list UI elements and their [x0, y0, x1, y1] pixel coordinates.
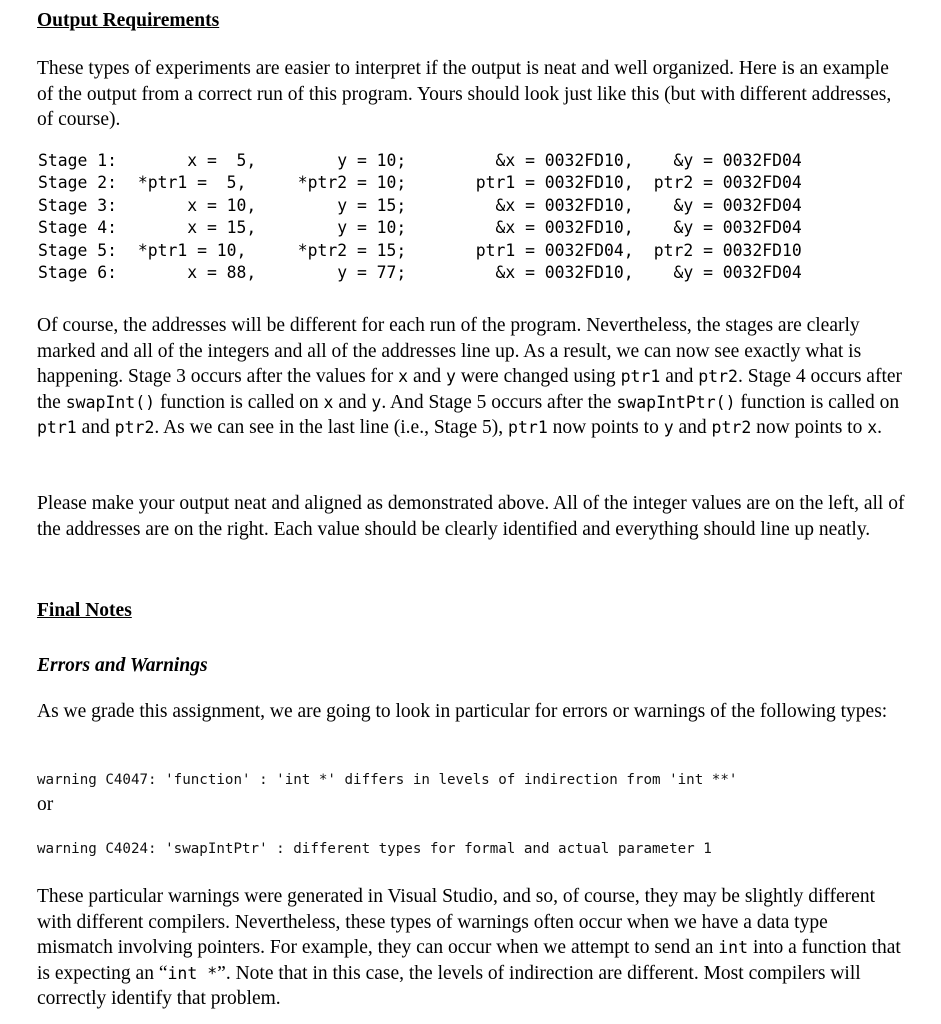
text: . And Stage 5 occurs after the: [381, 391, 617, 413]
text: were changed using: [455, 366, 621, 387]
code-swapintptr: swapIntPtr(): [616, 392, 736, 412]
output-cell-c3: &x = 0032FD10,: [456, 263, 634, 283]
output-cell-stage: Stage 4:: [38, 218, 117, 238]
output-requirements-heading: Output Requirements: [37, 10, 220, 31]
output-cell-c2: *ptr2 = 15;: [278, 240, 407, 260]
output-cell-c4: &y = 0032FD04: [634, 151, 802, 170]
output-row: [38, 150, 844, 172]
code-int-pointer: int *: [167, 963, 218, 983]
output-cell-c4: ptr2 = 0032FD10: [634, 240, 802, 260]
text: now points to: [547, 417, 664, 438]
code-x: x: [323, 392, 334, 412]
output-cell-c4: &y = 0032FD04: [634, 218, 802, 238]
output-row: [38, 262, 844, 284]
output-cell-c3: &x = 0032FD10,: [456, 218, 634, 238]
output-cell-c1: x = 10,: [128, 195, 257, 215]
output-cell-c3: ptr1 = 0032FD10,: [456, 173, 634, 193]
text: and: [76, 417, 115, 438]
text: . Stage 4 occurs after the: [37, 366, 903, 413]
output-cell-c4: &y = 0032FD04: [634, 195, 802, 215]
code-ptr1: ptr1: [37, 418, 77, 437]
code-y: y: [663, 418, 674, 437]
output-cell-c2: *ptr2 = 10;: [278, 173, 407, 193]
output-cell-stage: Stage 3:: [38, 195, 117, 215]
output-cell-stage: Stage 2:: [38, 173, 117, 193]
text: .: [877, 417, 883, 438]
text: function is called on: [155, 391, 324, 413]
output-cell-c3: &x = 0032FD10,: [456, 151, 634, 170]
errors-warnings-subheading: Errors and Warnings: [37, 655, 208, 676]
output-cell-c4: ptr2 = 0032FD04: [634, 173, 802, 193]
output-cell-stage: Stage 6:: [38, 263, 117, 283]
text: . As we can see in the last line (i.e., Stage 5),: [154, 417, 509, 438]
output-cell-c4: &y = 0032FD04: [634, 263, 802, 283]
output-cell-c1: *ptr1 = 5,: [128, 173, 247, 193]
text: ”. Note that in this case, the levels of indirection are different. Most compilers will correctly identify that problem.: [37, 962, 861, 1009]
code-ptr1: ptr1: [508, 418, 548, 437]
code-ptr2: ptr2: [114, 418, 155, 437]
code-y: y: [371, 392, 382, 412]
output-cell-c2: y = 10;: [278, 218, 407, 238]
or-text: or: [37, 794, 54, 815]
text: Of course, the addresses will be different for each run of the program. Nevertheless, the stages are clearly marked and all of the integers and all of the addresses line up. As a result, we can now see exactly what is happening. Stage 3 occurs after the values for: [37, 315, 862, 387]
output-cell-c1: x = 5,: [128, 151, 257, 170]
text: and: [660, 366, 699, 387]
warning-c4024-line: warning C4024: 'swapIntPtr' : different types for formal and actual parameter 1: [37, 841, 712, 857]
code-x: x: [867, 418, 878, 437]
text: and: [673, 417, 712, 438]
text: and: [408, 366, 447, 387]
text: now points to: [751, 417, 868, 438]
output-cell-c1: x = 88,: [128, 263, 257, 283]
text: These particular warnings were generated in Visual Studio, and so, of course, they may be slightly different with different compilers. Nevertheless, these types of warnings often occur when we have a data type mismatch involving pointers. For example, they can occur when we attempt to send an: [37, 886, 875, 958]
output-row: [38, 172, 844, 194]
output-cell-c2: y = 15;: [278, 195, 407, 215]
output-row: [38, 240, 844, 262]
code-ptr2: ptr2: [698, 367, 738, 386]
output-cell-stage: Stage 5:: [38, 240, 117, 260]
grading-intro-paragraph: As we grade this assignment, we are going to look in particular for errors or warnings of the following types:: [37, 701, 888, 722]
output-row: [38, 217, 844, 239]
text: into a function that is expecting an “: [37, 937, 901, 984]
output-cell-c1: x = 15,: [128, 218, 257, 238]
code-y: y: [446, 367, 456, 386]
code-ptr2: ptr2: [711, 418, 752, 437]
code-swapint: swapInt(): [65, 392, 156, 412]
output-cell-c2: y = 10;: [278, 151, 407, 170]
warning-c4047-line: warning C4047: 'function' : 'int *' differs in levels of indirection from 'int **': [37, 772, 738, 788]
code-x: x: [398, 367, 409, 386]
output-cell-stage: Stage 1:: [38, 151, 117, 170]
text: and: [333, 391, 372, 413]
code-ptr1: ptr1: [620, 367, 661, 386]
text: function is called on: [735, 391, 900, 413]
output-cell-c3: &x = 0032FD10,: [456, 195, 634, 215]
sample-output-block: [38, 150, 844, 284]
output-intro-paragraph: These types of experiments are easier to interpret if the output is neat and well organized. Here is an example of the output from a correct run of this program. Yours should look just like this (but with different addresses, of course).: [37, 58, 892, 130]
output-cell-c2: y = 77;: [278, 263, 407, 283]
final-notes-heading: Final Notes: [37, 600, 132, 621]
output-cell-c1: *ptr1 = 10,: [128, 240, 247, 260]
output-row: [38, 195, 844, 217]
code-int: int: [718, 938, 749, 957]
addresses-explanation-paragraph: [37, 313, 907, 441]
output-cell-c3: ptr1 = 0032FD04,: [456, 240, 634, 260]
alignment-paragraph: Please make your output neat and aligned as demonstrated above. All of the integer values are on the left, all of the addresses are on the right. Each value should be clearly identified and everything should line up neatly.: [37, 493, 905, 540]
closing-paragraph: [37, 884, 907, 1012]
